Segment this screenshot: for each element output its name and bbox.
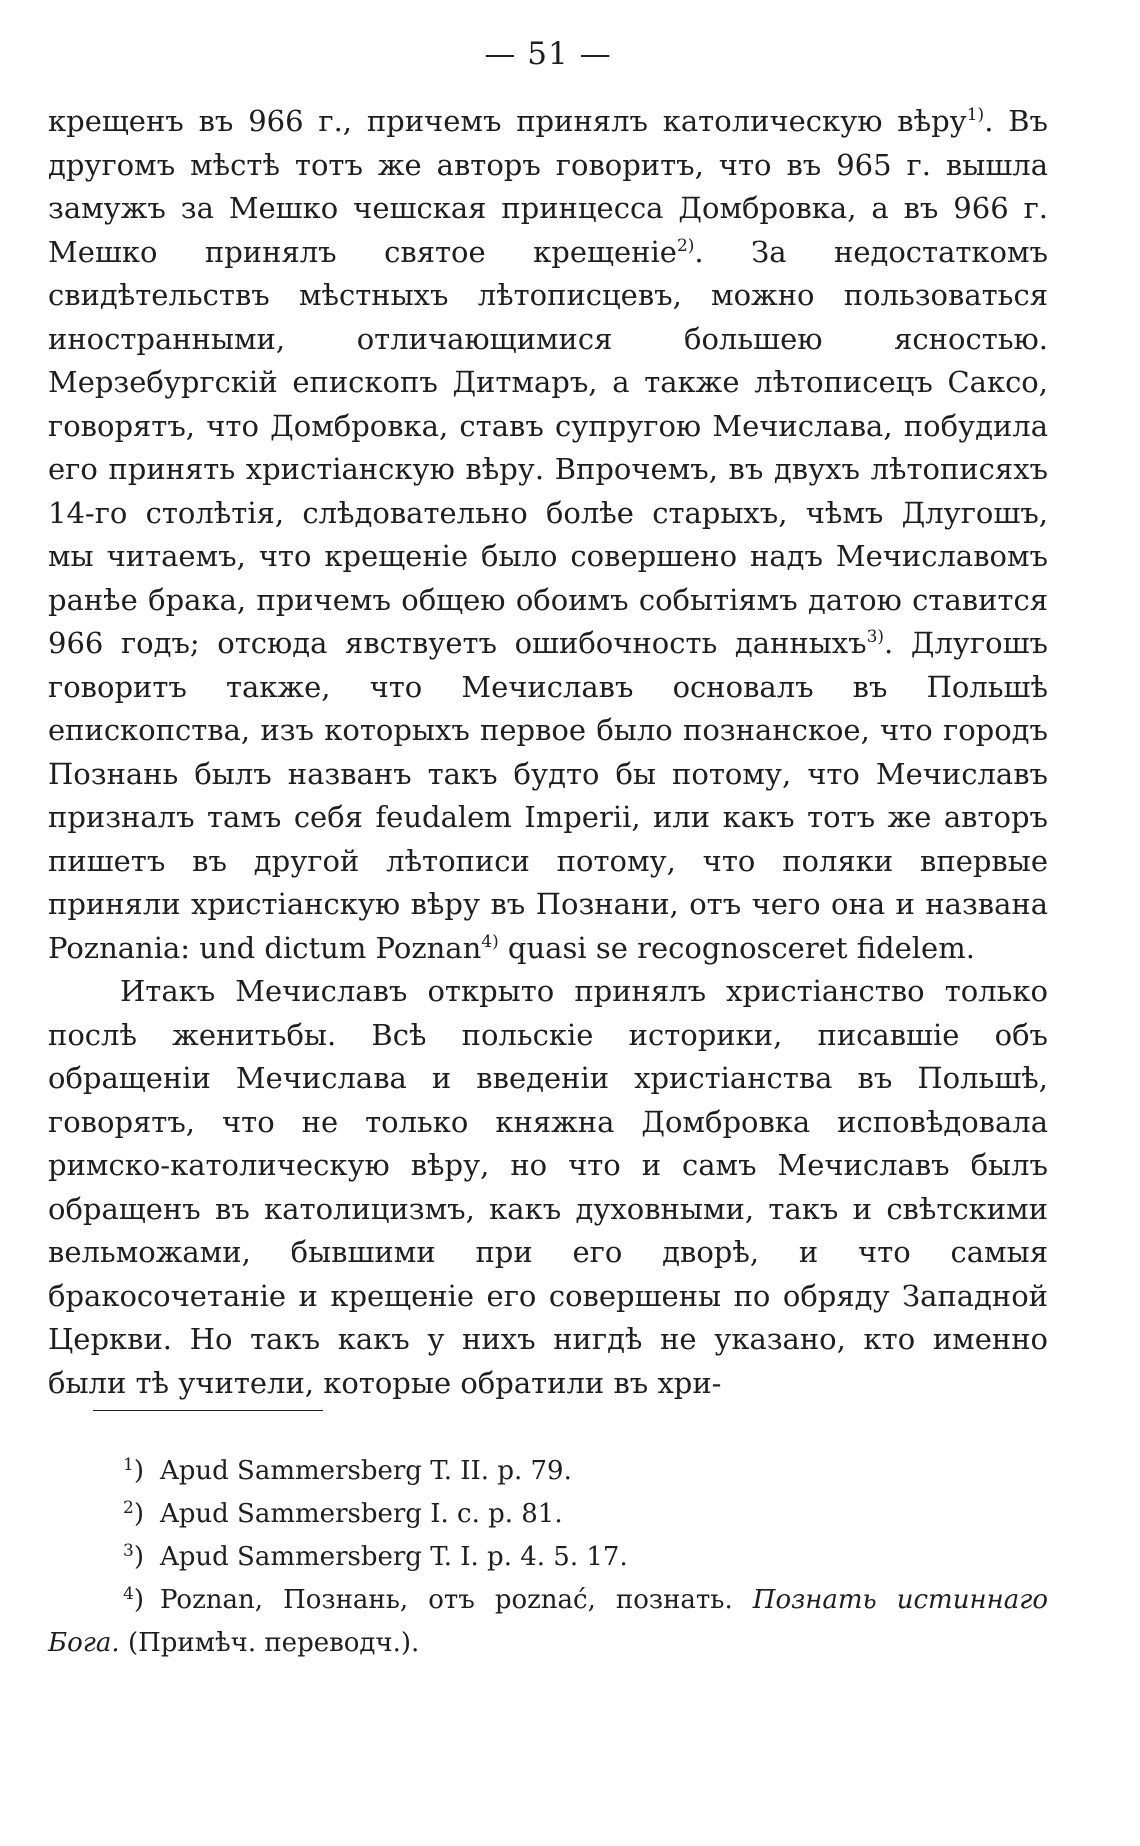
footnote-divider — [93, 1410, 323, 1411]
footnote-reference[interactable]: 1) — [966, 105, 985, 125]
book-page — [48, 0, 1048, 1846]
footnote-label: 4 — [123, 1584, 134, 1604]
paragraph-text: . За недостаткомъ свидѣтельствъ мѣстныхъ лѣтописцевъ, можно пользоваться иностранными, отличающимися большею ясностью. Мерзебургскій епископъ Дитмаръ, а также лѣтописецъ Саксо, говорятъ, что Домбровка, ставъ супругою Мечислава, побудила его принять христіанскую вѣру. Впрочемъ, въ двухъ лѣтописяхъ 14-го столѣтія, слѣдовательно болѣе старыхъ, чѣмъ Длугошъ, мы читаемъ, что крещеніе было совершено надъ Мечиславомъ ранѣе брака, причемъ общею обоимъ событіямъ датою ставится 966 годъ; отсюда явствуетъ ошибочность данныхъ — [48, 234, 1049, 660]
footnote-italic-text: Познать истиннаго Бога. — [48, 1585, 1048, 1658]
footnote-label: 1 — [123, 1455, 134, 1475]
page-number: — 51 — — [484, 36, 612, 72]
footnote-text: Apud Sammersberg I. c. p. 81. — [159, 1499, 563, 1529]
footnote-text: Apud Sammersberg T. II. p. 79. — [159, 1456, 572, 1486]
footnote-4 — [48, 1579, 1048, 1665]
paragraph-1 — [48, 100, 1048, 970]
footnotes — [48, 1450, 1048, 1665]
footnote-text: Apud Sammersberg T. I. p. 4. 5. 17. — [159, 1542, 628, 1572]
footnote-label: 3 — [123, 1541, 134, 1561]
footnote-paren: ) — [133, 1499, 144, 1529]
footnote-paren: ) — [133, 1456, 144, 1486]
footnote-1 — [48, 1450, 1048, 1493]
footnote-reference[interactable]: 2) — [676, 235, 695, 256]
body-text — [48, 100, 1048, 1405]
paragraph-text: Итакъ Мечиславъ открыто принялъ христіанство только послѣ женитьбы. Всѣ польскіе историки, писавшіе объ обращеніи Мечислава и введеніи христіанства въ Польшѣ, говорятъ, что не только княжна Домбровка исповѣдовала римско-католическую вѣру, но что и самъ Мечиславъ былъ обращенъ въ католицизмъ, какъ духовными, такъ и свѣтскими вельможами, бывшими при его дворѣ, и что самыя бракосочетаніе и крещеніе его совершены по обряду Западной Церкви. Но такъ какъ у нихъ нигдѣ не указано, кто именно были тѣ учители, которые обратили въ хри- — [48, 974, 1048, 1400]
paragraph-text: . Длугошъ говоритъ также, что Мечиславъ основалъ въ Польшѣ епископства, изъ которыхъ первое было познанское, что городъ Познань былъ названъ такъ будто бы потому, что Мечиславъ призналъ тамъ себя feudalem Imperii, или какъ тотъ же авторъ пишетъ въ другой лѣтописи потому, что поляки впервые приняли христіанскую вѣру въ Познани, отъ чего она и названа Poznania: und dictum Poznan — [48, 626, 1048, 965]
footnote-text: Poznan, Познань, отъ poznać, познать. — [159, 1585, 733, 1615]
footnote-reference[interactable]: 3) — [866, 627, 885, 647]
paragraph-text: крещенъ въ 966 г., причемъ принялъ католическую вѣру — [48, 104, 967, 138]
footnote-tail-text: (Примѣч. переводч.). — [127, 1628, 420, 1658]
paragraph-2 — [48, 970, 1048, 1405]
footnote-paren: ) — [133, 1585, 144, 1615]
paragraph-text: . Въ другомъ мѣстѣ тотъ же авторъ говоритъ, что въ 965 г. вышла замужъ за Мешко чешская принцесса Домбровка, а въ 966 г. Мешко принялъ святое крещеніе — [48, 104, 1048, 269]
footnote-paren: ) — [133, 1542, 144, 1572]
footnote-reference[interactable]: 4) — [481, 931, 499, 952]
footnote-label: 2 — [123, 1498, 134, 1518]
paragraph-text: quasi se recognosceret fidelem. — [498, 930, 975, 965]
footnote-2 — [48, 1493, 1048, 1536]
footnote-3 — [48, 1536, 1048, 1579]
